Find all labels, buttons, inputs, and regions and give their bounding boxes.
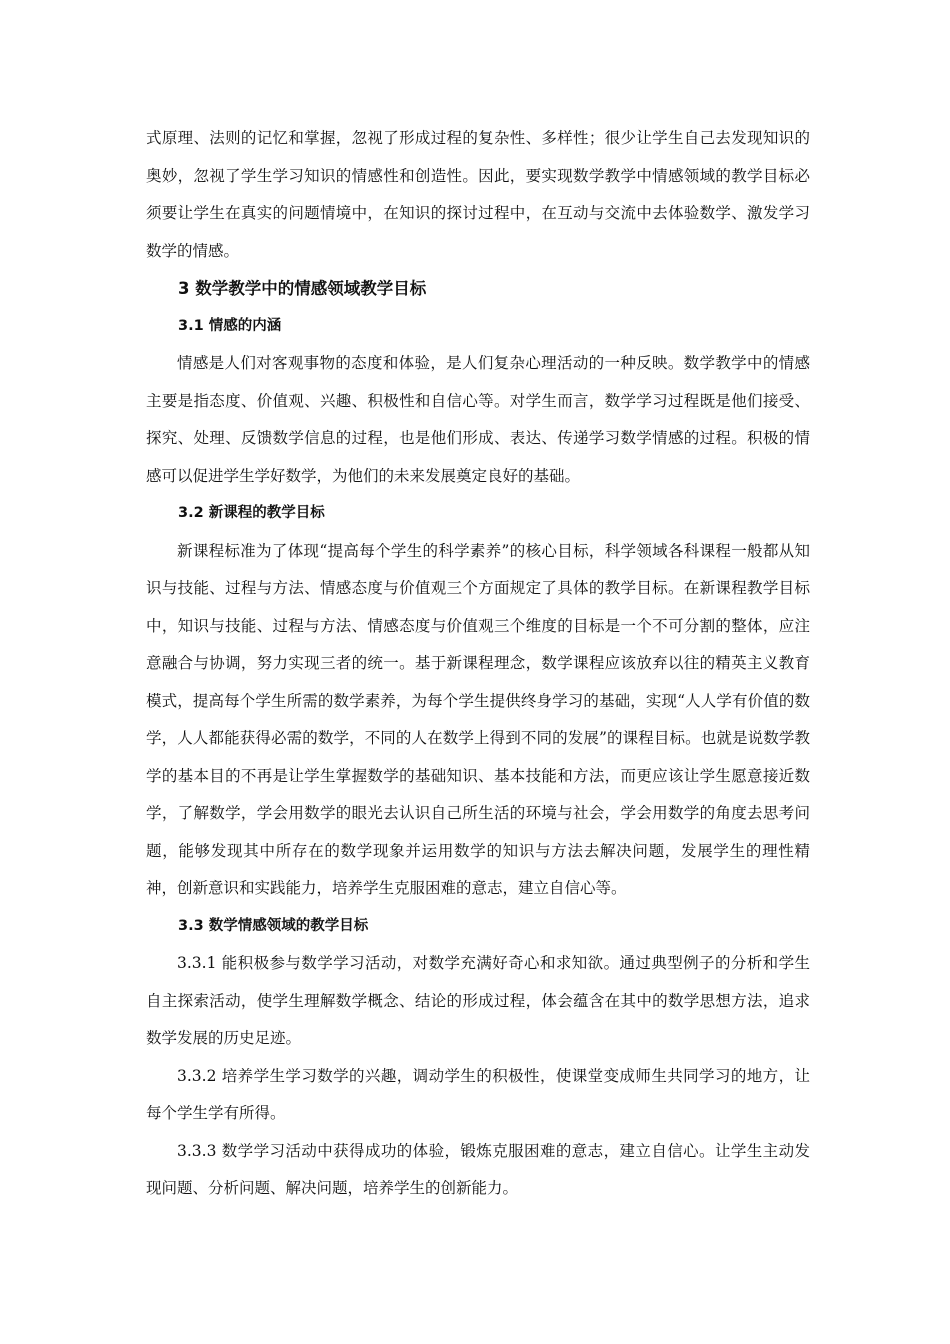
section-3-3-1-paragraph: 3.3.1 能积极参与数学学习活动，对数学充满好奇心和求知欲。通过典型例子的分析和学生自主探索活动，使学生理解数学概念、结论的形成过程，体会蕴含在其中的数学思想方法，追求数学发展的历史足迹。 <box>146 954 810 1047</box>
section-3-2-heading: 3.2 新课程的教学目标 <box>178 505 325 521</box>
section-3-3-heading: 3.3 数学情感领域的教学目标 <box>178 917 369 934</box>
section-3-3-3-paragraph: 3.3.3 数学学习活动中获得成功的体验，锻炼克服困难的意志，建立自信心。让学生主动发现问题、分析问题、解决问题，培养学生的创新能力。 <box>146 1141 810 1197</box>
document-page <box>146 120 810 1208</box>
section-3-heading: 3 数学教学中的情感领域教学目标 <box>178 279 427 298</box>
section-3-1-heading: 3.1 情感的内涵 <box>178 317 282 334</box>
section-3-2-paragraph: 新课程标准为了体现“提高每个学生的科学素养”的核心目标，科学领域各科课程一般都从知识与技能、过程与方法、情感态度与价值观三个方面规定了具体的教学目标。在新课程教学目标中，知识与技能、过程与方法、情感态度与价值观三个维度的目标是一个不可分割的整体，应注意融合与协调，努力实现三者的统一。基于新课程理念，数学课程应该放弃以往的精英主义教育模式，提高每个学生所需的数学素养，为每个学生提供终身学习的基础，实现“人人学有价值的数学，人人都能获得必需的数学，不同的人在数学上得到不同的发展”的课程目标。也就是说数学教学的基本目的不再是让学生掌握数学的基础知识、基本技能和方法，而更应该让学生愿意接近数学，了解数学，学会用数学的眼光去认识自己所生活的环境与社会，学会用数学的角度去思考问题，能够发现其中所存在的数学现象并运用数学的知识与方法去解决问题，发展学生的理性精神，创新意识和实践能力，培养学生克服困难的意志，建立自信心等。 <box>146 541 810 897</box>
section-3-1-paragraph: 情感是人们对客观事物的态度和体验，是人们复杂心理活动的一种反映。数学教学中的情感主要是指态度、价值观、兴趣、积极性和自信心等。对学生而言，数学学习过程既是他们接受、探究、处理、反馈数学信息的过程，也是他们形成、表达、传递学习数学情感的过程。积极的情感可以促进学生学好数学，为他们的未来发展奠定良好的基础。 <box>146 354 810 485</box>
section-3-3-2-paragraph: 3.3.2 培养学生学习数学的兴趣，调动学生的积极性，使课堂变成师生共同学习的地方，让每个学生学有所得。 <box>146 1066 810 1122</box>
continuation-paragraph: 式原理、法则的记忆和掌握，忽视了形成过程的复杂性、多样性；很少让学生自己去发现知识的奥妙，忽视了学生学习知识的情感性和创造性。因此，要实现数学教学中情感领域的教学目标必须要让学生在真实的问题情境中，在知识的探讨过程中，在互动与交流中去体验数学、激发学习数学的情感。 <box>146 129 810 260</box>
